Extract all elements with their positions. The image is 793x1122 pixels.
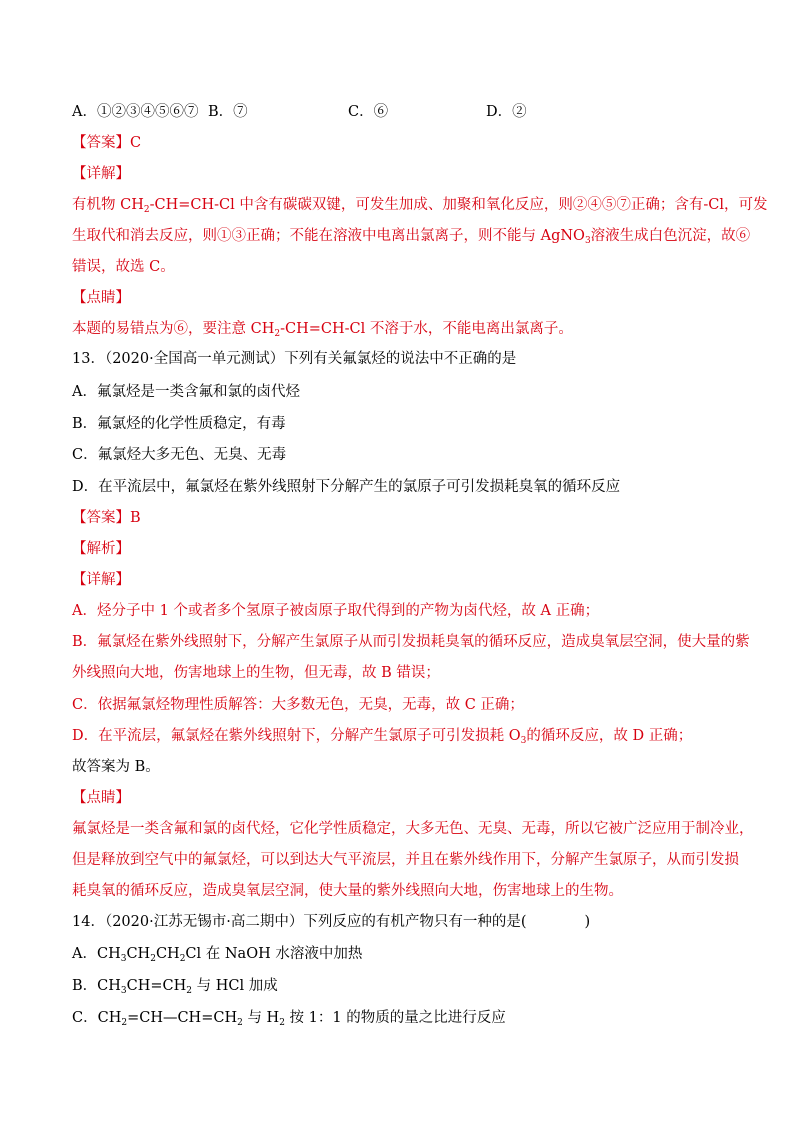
q12-option-a: A．①②③④⑤⑥⑦ [72,104,199,120]
q13-detail-heading: 【详解】 [72,572,130,588]
q13-detail-line-2: B．氟氯烃在紫外线照射下，分解产生氯原子从而引发损耗臭氧的循环反应，造成臭氧层空洞，使大量的紫 [72,634,750,650]
q13-note-line-3: 耗臭氧的循环反应，造成臭氧层空洞，使大量的紫外线照向大地，伤害地球上的生物。 [72,883,623,899]
q13-detail-line-3: 外线照向大地，伤害地球上的生物，但无毒，故 B 错误； [72,665,440,681]
q13-option-c: C．氟氯烃大多无色、无臭、无毒 [72,447,287,463]
q14-option-c: C．$CH_2=CH—CH=CH_2$ 与 $H_2$ 按 1：1 的物质的量之比进行反应 [72,1010,506,1028]
q12-options [72,102,527,122]
q13-note-line-2: 但是释放到空气中的氟氯烃，可以到达大气平流层，并且在紫外线作用下，分解产生氯原子，从而引发损 [72,852,739,868]
q12-detail-line-1: 有机物 $CH_2-CH=CH-Cl$ 中含有碳碳双键，可发生加成、加聚和氧化反应，则②④⑤⑦正确；含有-Cl，可发 [72,197,768,215]
q12-option-c: C．⑥ [348,104,389,120]
q12-detail-line-3: 错误，故选 C。 [72,259,175,275]
q14-option-a: A．$CH_3CH_2CH_2Cl$ 在 NaOH 水溶液中加热 [72,946,363,964]
q13-detail-line-5: D．在平流层，氟氯烃在紫外线照射下，分解产生氯原子可引发损耗 $O_3$的循环反应，故 D 正确； [72,728,693,746]
q14-option-b: B．$CH_3CH=CH_2$ 与 HCl 加成 [72,978,278,996]
q13-note-heading: 【点睛】 [72,790,130,806]
q13-conclusion: 故答案为 B。 [72,759,160,775]
q12-detail-heading: 【详解】 [72,166,130,182]
q13-answer: 【答案】B [72,510,141,526]
q14-stem: 14．（2020·江苏无锡市·高二期中）下列反应的有机产物只有一种的是( ) [72,914,591,930]
q13-detail-line-4: C．依据氟氯烃物理性质解答：大多数无色，无臭，无毒，故 C 正确； [72,697,524,713]
q13-analysis-heading: 【解析】 [72,541,130,557]
q13-stem: 13．（2020·全国高一单元测试）下列有关氟氯烃的说法中不正确的是 [72,351,517,367]
q12-note: 本题的易错点为⑥，要注意 $CH_2-CH=CH-Cl$ 不溶于水，不能电离出氯离子。 [72,321,573,339]
q12-detail-line-2: 生取代和消去反应，则①③正确；不能在溶液中电离出氯离子，则不能与 AgNO$_3$溶液生成白色沉淀，故⑥ [72,228,751,246]
q13-detail-line-1: A．烃分子中 1 个或者多个氢原子被卤原子取代得到的产物为卤代烃，故 A 正确； [72,603,600,619]
q13-note-line-1: 氟氯烃是一类含氟和氯的卤代烃，它化学性质稳定，大多无色、无臭、无毒，所以它被广泛应用于制冷业， [72,821,754,837]
q12-option-d: D．② [486,104,527,120]
q13-option-b: B．氟氯烃的化学性质稳定，有毒 [72,416,286,432]
q12-note-heading: 【点睛】 [72,290,130,306]
q12-option-b: B．⑦ [208,104,248,120]
q12-answer: 【答案】C [72,135,142,151]
q13-option-d: D．在平流层中，氟氯烃在紫外线照射下分解产生的氯原子可引发损耗臭氧的循环反应 [72,479,621,495]
q13-option-a: A．氟氯烃是一类含氟和氯的卤代烃 [72,384,300,400]
